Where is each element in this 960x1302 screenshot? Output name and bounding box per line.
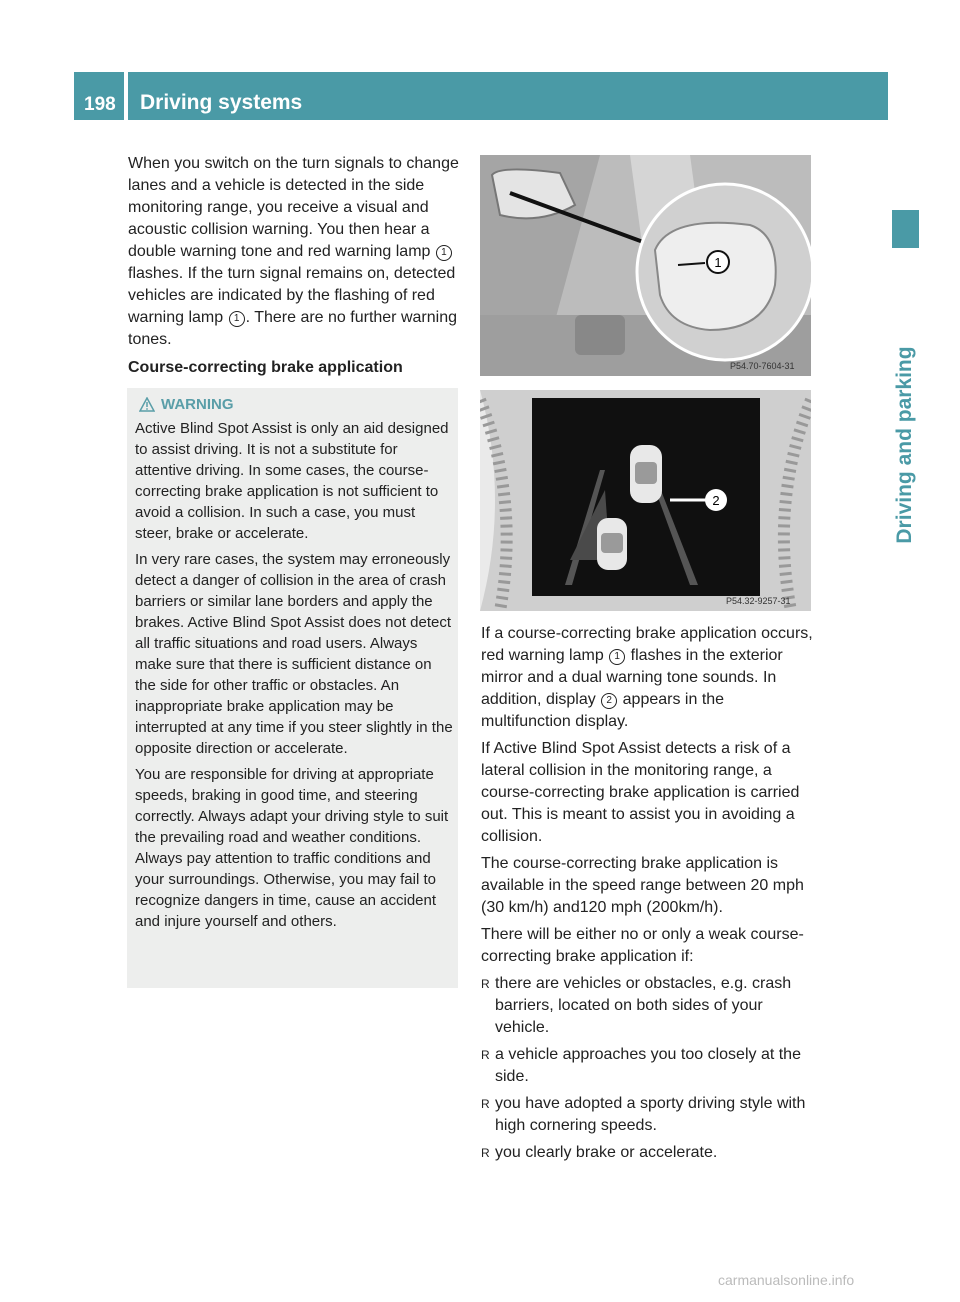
warning-icon: [139, 397, 155, 412]
page-number-box: [74, 72, 124, 120]
left-column: [128, 153, 462, 384]
right-paragraph: There will be either no or only a weak course-correcting brake application if:: [481, 926, 804, 965]
image-code: P54.32-9257-31: [726, 596, 791, 606]
page-number: 198: [84, 94, 116, 115]
warning-title: WARNING: [139, 396, 234, 413]
callout-2: 2: [601, 693, 617, 709]
callout-1: 1: [436, 245, 452, 261]
warning-paragraph: In very rare cases, the system may erroneously detect a danger of collision in the area of crash barriers or similar lane borders and apply the brakes. Active Blind Spot Assist does not detect all traffic situations and road users. Always make sure that there is sufficient distance on the side for other traffic or obstacles. An inappropriate brake application may be interrupted at any time if you steer slightly in the opposite direction or accelerate.: [135, 551, 453, 757]
callout-1: 1: [714, 255, 722, 270]
right-column: [481, 623, 815, 1169]
section-header: [128, 72, 888, 120]
sidebar-label: Driving and parking: [893, 346, 916, 544]
section-heading: Course-correcting brake application: [128, 359, 403, 376]
callout-1: 1: [609, 649, 625, 665]
display-illustration: [480, 390, 811, 611]
mirror-illustration: [480, 155, 811, 376]
callout-1: 1: [229, 311, 245, 327]
right-paragraph: If a course-correcting brake application occurs, red warning lamp 1 flashes in the exterior mirror and a dual warning tone sounds. In addition, display 2 appears in the multifunction display.: [481, 625, 813, 730]
warning-body: [135, 418, 455, 937]
warning-paragraph: Active Blind Spot Assist is only an aid designed to assist driving. It is not a substitute for attentive driving. In some cases, the course-correcting brake application is not sufficient to avoid a collision. In such a case, you must steer, brake or accelerate.: [135, 420, 449, 542]
right-paragraph: If Active Blind Spot Assist detects a risk of a lateral collision in the monitoring range, a course-correcting brake application is carried out. This is meant to assist you in avoiding a collision.: [481, 740, 800, 845]
footer-watermark[interactable]: carmanualsonline.info: [718, 1272, 855, 1288]
sidebar-tab: [875, 258, 935, 638]
list-item: R there are vehicles or obstacles, e.g. crash barriers, located on both sides of your vehicle.: [481, 973, 815, 1039]
image-code: P54.70-7604-31: [730, 361, 795, 371]
callout-2: 2: [712, 493, 720, 508]
sidebar-marker: [892, 210, 919, 248]
list-item: R you clearly brake or accelerate.: [481, 1142, 815, 1164]
list-item: R you have adopted a sporty driving style with high cornering speeds.: [481, 1093, 815, 1137]
warning-box: [127, 388, 458, 988]
intro-paragraph: When you switch on the turn signals to change lanes and a vehicle is detected in the side monitoring range, you receive a visual and acoustic collision warning. You then hear a double warning tone and red warning lamp 1 flashes. If the turn signal remains on, detected vehicles are indicated by the flashing of red warning lamp 1 . There are no further warning tones.: [128, 155, 459, 348]
condition-list: [481, 973, 815, 1164]
section-title: Driving systems: [140, 91, 303, 114]
warning-paragraph: You are responsible for driving at appropriate speeds, braking in good time, and steering correctly. Always adapt your driving style to suit the prevailing road and weather conditions. Always pay attention to traffic conditions and your surroundings. Otherwise, you may fail to recognize dangers in time, cause an accident and injure yourself and others.: [135, 766, 449, 930]
list-item: R a vehicle approaches you too closely at the side.: [481, 1044, 815, 1088]
right-paragraph: The course-correcting brake application is available in the speed range between 20 mph (30 km/h) and120 mph (200km/h).: [481, 855, 804, 916]
